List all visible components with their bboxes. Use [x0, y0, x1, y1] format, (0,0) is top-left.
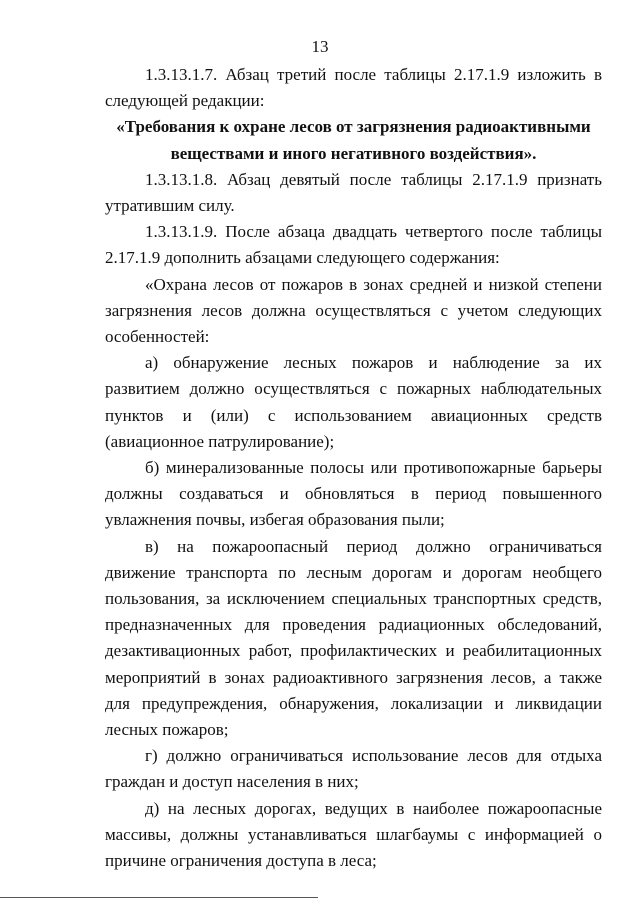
list-item-b: б) минерализованные полосы или противопожарные барьеры должны создаваться и обновляться в период повышенного увлажнения почвы, избегая образования пыли; — [105, 458, 602, 530]
paragraph-amendment-1-3-13-1-8: 1.3.13.1.8. Абзац девятый после таблицы 2.17.1.9 признать утратившим силу. — [105, 169, 602, 216]
section-heading: «Требования к охране лесов от загрязнения радиоактивными веществами и иного негативного воздействия». — [116, 117, 591, 163]
paragraph-amendment-1-3-13-1-9: 1.3.13.1.9. После абзаца двадцать четвертого после таблицы 2.17.1.9 дополнить абзацами следующего содержания: — [105, 222, 602, 268]
document-body — [105, 62, 602, 874]
list-item-a: а) обнаружение лесных пожаров и наблюдение за их развитием должно осуществляться с пожарных наблюдательных пунктов и (или) с использованием авиационных средств (авиационное патрулирование); — [105, 353, 602, 451]
list-item-g: г) должно ограничиваться использование лесов для отдыха граждан и доступ населения в них; — [105, 746, 602, 792]
paragraph-fire-protection-intro: «Охрана лесов от пожаров в зонах средней и низкой степени загрязнения лесов должна осуществляться с учетом следующих особенностей: — [105, 274, 602, 347]
page-number: 13 — [311, 37, 329, 56]
footer-divider — [0, 897, 318, 898]
list-item-d: д) на лесных дорогах, ведущих в наиболее пожароопасные массивы, должны устанавливаться шлагбаумы с информацией о причине ограничения доступа в леса; — [105, 798, 602, 871]
list-item-v: в) на пожароопасный период должно ограничиваться движение транспорта по лесным дорогам и дорогам необщего пользования, за исключением специальных транспортных средств, предназначенных для проведения радиационных обследований, дезактивационных работ, профилактических и реабилитационных мероприятий в зонах радиоактивного загрязнения лесов, а также для предупреждения, обнаружения, локализации и ликвидации лесных пожаров; — [105, 536, 602, 740]
paragraph-amendment-1-3-13-1-7: 1.3.13.1.7. Абзац третий после таблицы 2.17.1.9 изложить в следующей редакции: — [105, 65, 602, 111]
